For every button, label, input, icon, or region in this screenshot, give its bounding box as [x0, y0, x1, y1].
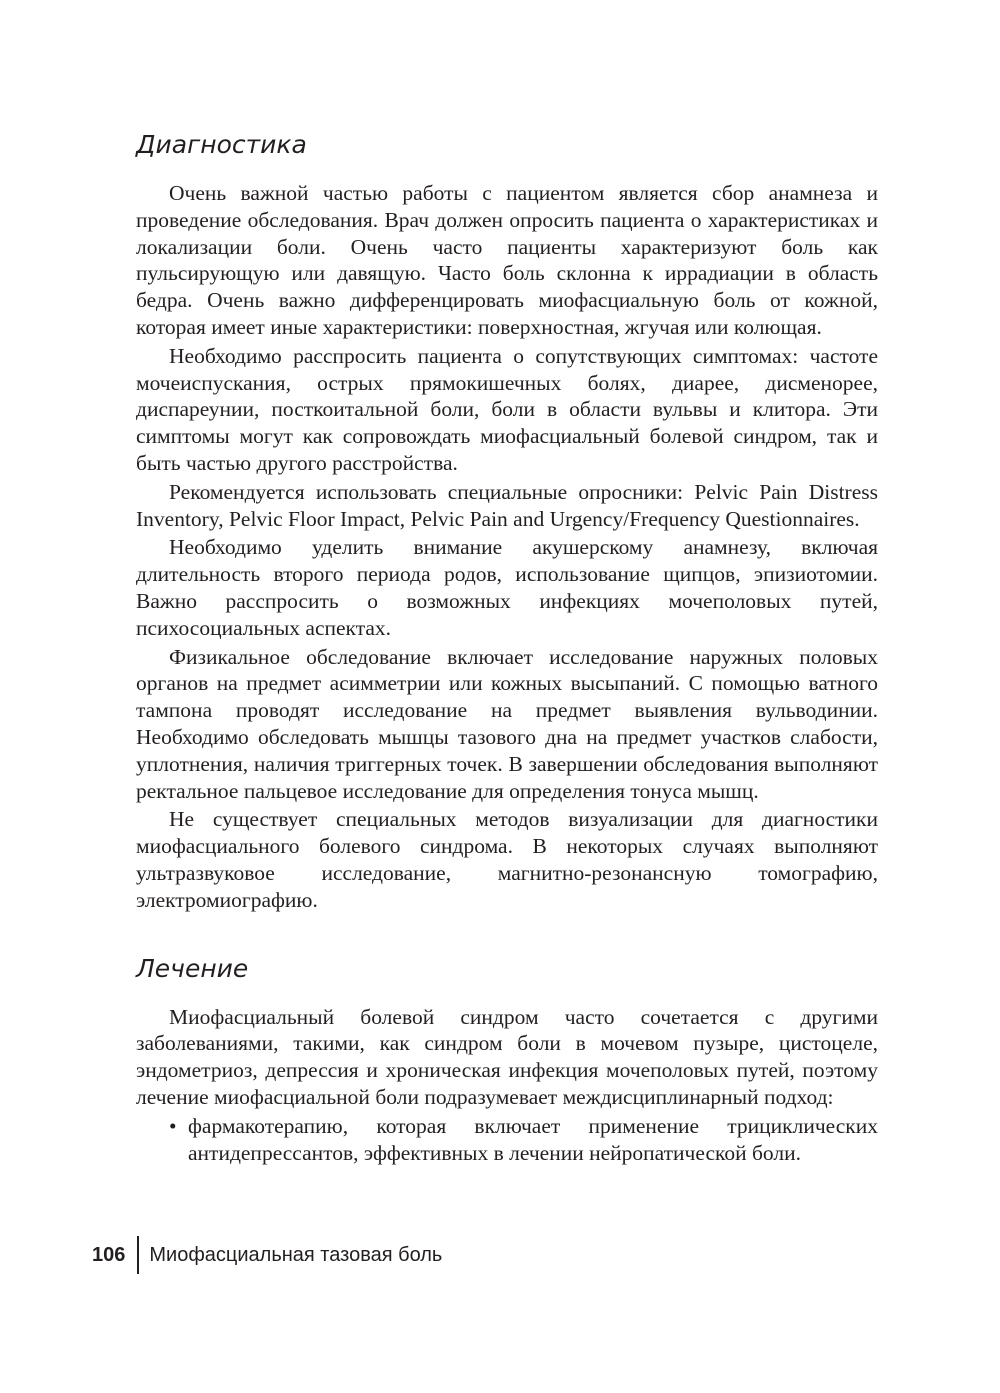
section-heading-diagnostics: Диагностика [136, 130, 307, 159]
section-heading-treatment: Лечение [136, 953, 249, 983]
page-footer [92, 1238, 442, 1272]
paragraph: Физикальное обследование включает исследование наружных половых органов на предмет асимметрии или кожных высыпаний. С помощью ватного тампона проводят исследование на предмет выявления вульводинии. Необходимо обследовать мышцы тазового дна на предмет участков слабости, уплотнения, наличия триггерных точек. В завершении обследования выполняют ректальное пальцевое исследование для определения тонуса мышц. [136, 644, 878, 803]
page-content [136, 128, 878, 1166]
bullet-icon: • [169, 1113, 177, 1138]
list-item [136, 1113, 878, 1167]
paragraph: Рекомендуется использовать специальные опросники: Pelvic Pain Distress Inventory, Pelvic Floor Impact, Pelvic Pain and Urgency/Frequency Questionnaires. [136, 479, 878, 531]
paragraph: Очень важной частью работы с пациентом является сбор анамнеза и проведение обследования. Врач должен опросить пациента о характеристиках и локализации боли. Очень часто пациенты характеризуют боль как пульсирующую или давящую. Часто боль склонна к иррадиации в область бедра. Очень важно дифференцировать миофасциальную боль от кожной, которая имеет иные характеристики: поверхностная, жгучая или колющая. [136, 181, 878, 339]
paragraph: Необходимо уделить внимание акушерскому анамнезу, включая длительность второго периода родов, использование щипцов, эпизиотомии. Важно расспросить о возможных инфекциях мочеполовых путей, психосоциальных аспектах. [136, 535, 878, 640]
bullet-list [136, 1113, 878, 1167]
paragraph: Необходимо расспросить пациента о сопутствующих симптомах: частоте мочеиспускания, острых прямокишечных болях, диарее, дисменорее, диспареунии, посткоитальной боли, боли в области вульвы и клитора. Эти симптомы могут как сопровождать миофасциальный болевой синдром, так и быть частью другого расстройства. [136, 343, 878, 475]
running-title: Миофасциальная тазовая боль [149, 1243, 443, 1266]
list-item-text: фармакотерапию, которая включает применение трициклических антидепрессантов, эффективных в лечении нейропатической боли. [188, 1113, 878, 1165]
page-number: 106 [92, 1243, 126, 1266]
paragraph: Миофасциальный болевой синдром часто сочетается с другими заболеваниями, такими, как синдром боли в мочевом пузыре, цистоцеле, эндометриоз, депрессия и хроническая инфекция мочеполовых путей, поэтому лечение миофасциальной боли подразумевает междисциплинарный подход: [136, 1004, 878, 1109]
paragraph: Не существует специальных методов визуализации для диагностики миофасциального болевого синдрома. В некоторых случаях выполняют ультразвуковое исследование, магнитно-резонансную томографию, электромиографию. [136, 807, 878, 912]
